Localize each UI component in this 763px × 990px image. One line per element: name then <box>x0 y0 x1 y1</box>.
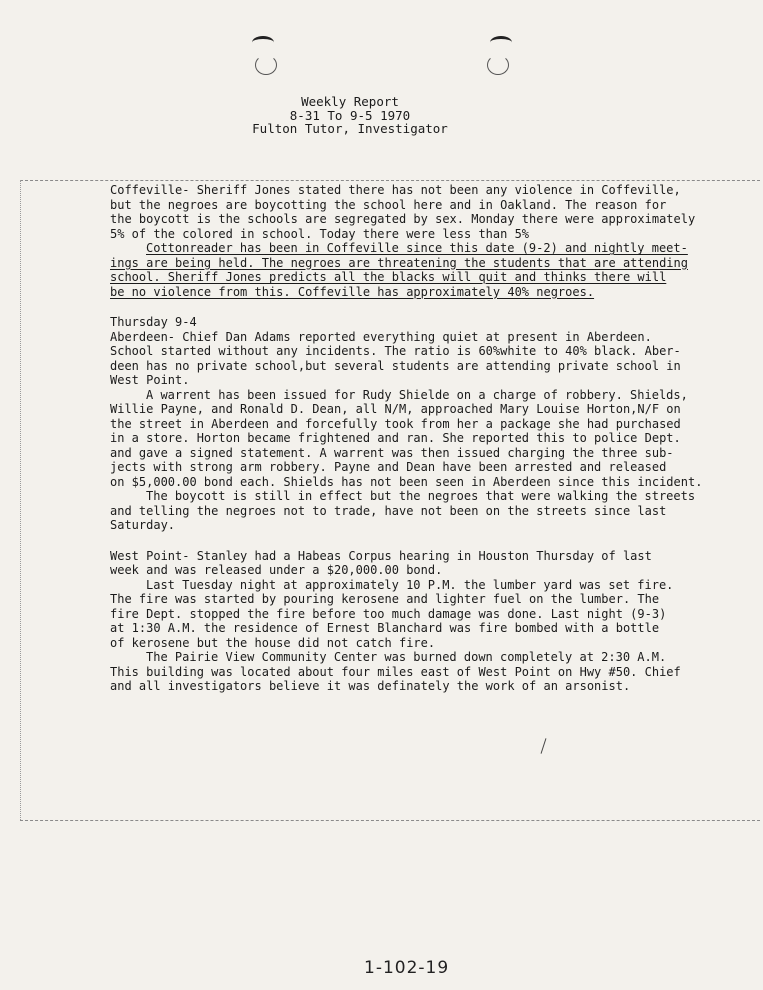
para2-line: West Point. <box>110 373 190 387</box>
para1-line: but the negroes are boycotting the school here and in Oakland. The reason for <box>110 197 667 212</box>
para7-line: and all investigators believe it was definately the work of an arsonist. <box>110 679 631 693</box>
top-rule <box>20 180 760 181</box>
bottom-rule <box>20 820 760 821</box>
para7-line: This building was located about four miles east of West Point on Hwy #50. Chief <box>110 664 681 679</box>
para6-line: of kerosene but the house did not catch fire. <box>110 635 436 650</box>
para1b-line: school. Sheriff Jones predicts all the blacks will quit and thinks there will <box>110 270 667 284</box>
para3-line: jects with strong arm robbery. Payne and Dean have been arrested and released <box>110 460 667 474</box>
para6-line: fire Dept. stopped the fire before too much damage was done. Last night (9-3) <box>110 606 667 621</box>
para3-line: and gave a signed statement. A warrent was then issued charging the three sub- <box>110 445 674 460</box>
para5-line: week and was released under a $20,000.00 bond. <box>110 563 443 577</box>
para5-line: West Point- Stanley had a Habeas Corpus hearing in Houston Thursday of last <box>110 548 652 563</box>
para7-line: The Pairie View Community Center was burned down completely at 2:30 A.M. <box>146 650 667 664</box>
report-header <box>250 95 450 136</box>
punch-mark-left <box>252 36 274 49</box>
para1b-line: ings are being held. The negroes are threatening the students that are attending <box>110 255 688 270</box>
punch-mark-right <box>490 36 512 49</box>
punch-hole-left <box>255 55 277 75</box>
report-dates: 8-31 To 9-5 1970 <box>289 107 411 123</box>
para3-line: the street in Aberdeen and forcefully took from her a package she had purchased <box>110 416 681 431</box>
report-title: Weekly Report <box>301 94 399 109</box>
left-margin-line <box>20 180 21 820</box>
para4-line: and telling the negroes not to trade, have not been on the streets since last <box>110 503 667 518</box>
para2-line: deen has no private school,but several students are attending private school in <box>110 358 681 373</box>
report-investigator: Fulton Tutor, Investigator <box>252 121 448 136</box>
para3-line: on $5,000.00 bond each. Shields has not been seen in Aberdeen since this incident. <box>110 474 703 489</box>
para3-line: in a store. Horton became frightened and ran. She reported this to police Dept. <box>110 431 681 445</box>
handwritten-file-number: 1-102-19 <box>364 958 450 978</box>
para1b-line: Cottonreader has been in Coffeville since this date (9-2) and nightly meet- <box>146 241 688 255</box>
para3-line: A warrent has been issued for Rudy Shielde on a charge of robbery. Shields, <box>146 387 688 402</box>
para4-line: The boycott is still in effect but the negroes that were walking the streets <box>146 489 696 503</box>
para1-line: 5% of the colored in school. Today there were less than 5% <box>110 226 530 241</box>
para1-line: the boycott is the schools are segregated by sex. Monday there were approximately <box>110 212 696 226</box>
para2-line: Aberdeen- Chief Dan Adams reported everything quiet at present in Aberdeen. <box>110 329 652 344</box>
punch-hole-right <box>487 55 509 75</box>
para6-line: The fire was started by pouring kerosene and lighter fuel on the lumber. The <box>110 592 660 606</box>
para6-line: Last Tuesday night at approximately 10 P.M. the lumber yard was set fire. <box>146 577 674 592</box>
para4-line: Saturday. <box>110 518 176 532</box>
section-heading: Thursday 9-4 <box>110 315 197 329</box>
para1b-line: be no violence from this. Coffeville has approximately 40% negroes. <box>110 284 595 299</box>
para2-line: School started without any incidents. The ratio is 60%white to 40% black. Aber- <box>110 344 681 358</box>
para6-line: at 1:30 A.M. the residence of Ernest Blanchard was fire bombed with a bottle <box>110 621 660 635</box>
pen-mark <box>541 738 547 754</box>
para3-line: Willie Payne, and Ronald D. Dean, all N/M, approached Mary Louise Horton,N/F on <box>110 402 681 416</box>
report-body <box>110 183 703 694</box>
para1-line: Coffeville- Sheriff Jones stated there has not been any violence in Coffeville, <box>110 183 681 197</box>
